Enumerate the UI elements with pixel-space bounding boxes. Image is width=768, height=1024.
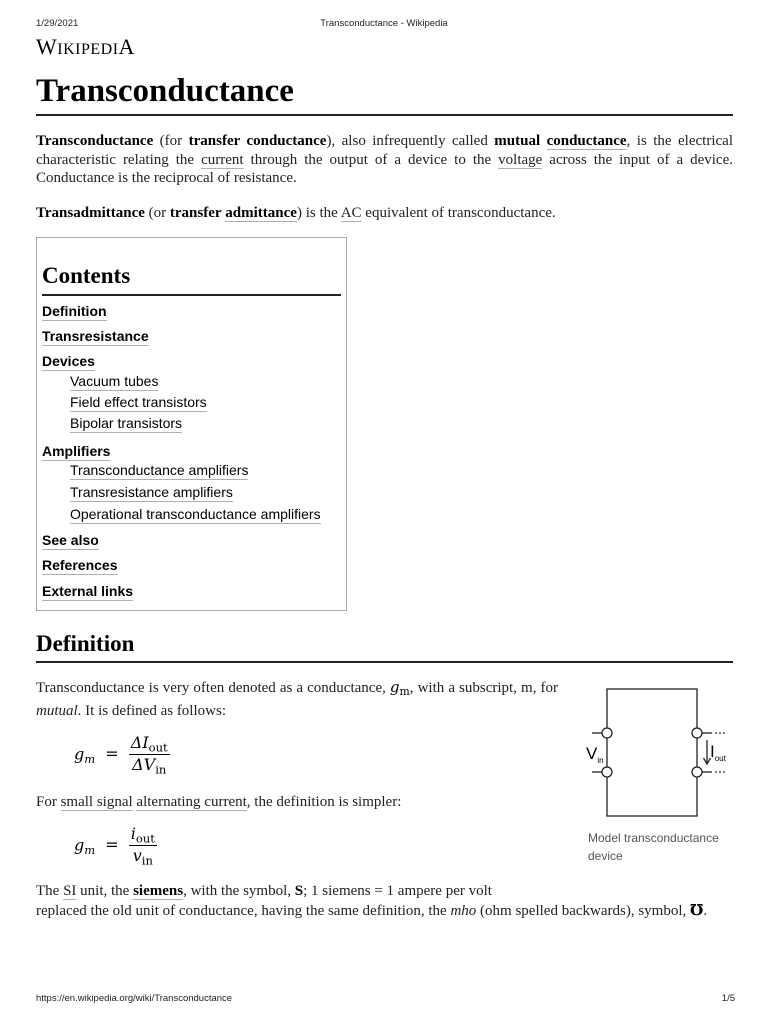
wikipedia-wordmark[interactable]: WIKIPEDIA [36,34,135,59]
gm-symbol: $g_m$ [389,678,410,699]
link-current[interactable]: current [201,151,244,168]
toc-item-definition[interactable]: Definition [42,303,107,319]
link-admittance[interactable]: admittance [225,205,297,221]
print-page-number: 1/5 [721,993,735,1004]
link-ac[interactable]: AC [340,205,362,221]
small-signal-paragraph: For small signal alternating current, the definition is simpler: [36,794,402,810]
definition-heading: Definition [36,631,135,656]
transconductance-diagram[interactable] [586,680,736,825]
mho-paragraph: replaced the old unit of conductance, having the same definition, the mho (ohm spelled backwards), symbol, ℧. [36,903,708,919]
toc-item-bipolar-transistors[interactable]: Bipolar transistors [70,415,183,431]
output-terminal-top [692,728,702,738]
link-alternating-current[interactable]: alternating current [136,794,247,810]
toc-item-operational-transconductance-amplifiers[interactable]: Operational transconductance amplifiers [70,506,321,522]
si-unit-line: The SI unit, the siemens, with the symbol, S; 1 siemens = 1 ampere per volt [36,883,492,899]
toc-item-transresistance[interactable]: Transresistance [42,328,149,344]
toc-item-transresistance-amplifiers[interactable]: Transresistance amplifiers [70,484,233,500]
link-si[interactable]: SI [63,883,77,899]
toc-title: Contents [42,263,131,288]
toc-item-devices[interactable]: Devices [42,353,95,369]
intro-paragraph: Transconductance (for transfer conductance), also infrequently called mutual conductance, is the electrical characteristic relating the current through the output of a device to the voltage across the input of a device. Conductance is the reciprocal of resistance. [36,133,733,186]
formula-small-signal: $g_m$ = $\frac{i_{out}}{v_{in}}$ [74,824,155,868]
definition-paragraph: Transconductance is very often denoted as a conductance, $g_m$, with a subscript, m, for mutual. It is defined as follows: [36,678,558,719]
toc-item-external-links[interactable]: External links [42,583,134,599]
print-url[interactable]: https://en.wikipedia.org/wiki/Transconductance [36,993,233,1004]
output-terminal-bottom [692,767,702,777]
link-voltage[interactable]: voltage [498,151,543,168]
toc-item-amplifiers[interactable]: Amplifiers [42,443,111,459]
title-rule [36,114,733,116]
link-siemens[interactable]: siemens [133,883,184,899]
link-small-signal[interactable]: small signal [60,794,133,810]
toc-item-vacuum-tubes[interactable]: Vacuum tubes [70,373,159,389]
input-terminal-top [602,728,612,738]
print-date: 1/29/2021 [36,18,79,29]
link-conductance[interactable]: conductance [546,133,627,149]
vin-label: $V_{in}$ [586,744,604,765]
definition-rule [36,661,733,663]
toc-item-references[interactable]: References [42,557,118,573]
toc-item-see-also[interactable]: See also [42,532,99,548]
table-of-contents [36,237,347,611]
transadmittance-paragraph: Transadmittance (or transfer admittance) is the AC equivalent of transconductance. [36,205,556,221]
figure-caption: Model transconductance device [588,831,719,863]
toc-title-rule [42,294,341,296]
input-terminal-bottom [602,767,612,777]
device-box [607,689,697,816]
formula-delta: $g_m$ = $\frac{\Delta I_{out}}{\Delta V_{in}}$ [74,733,168,777]
iout-label: $I_{out}$ [710,742,726,763]
print-title: Transconductance - Wikipedia [320,18,448,29]
toc-item-field-effect-transistors[interactable]: Field effect transistors [70,394,207,410]
page-title: Transconductance [36,73,294,109]
toc-item-transconductance-amplifiers[interactable]: Transconductance amplifiers [70,462,249,478]
